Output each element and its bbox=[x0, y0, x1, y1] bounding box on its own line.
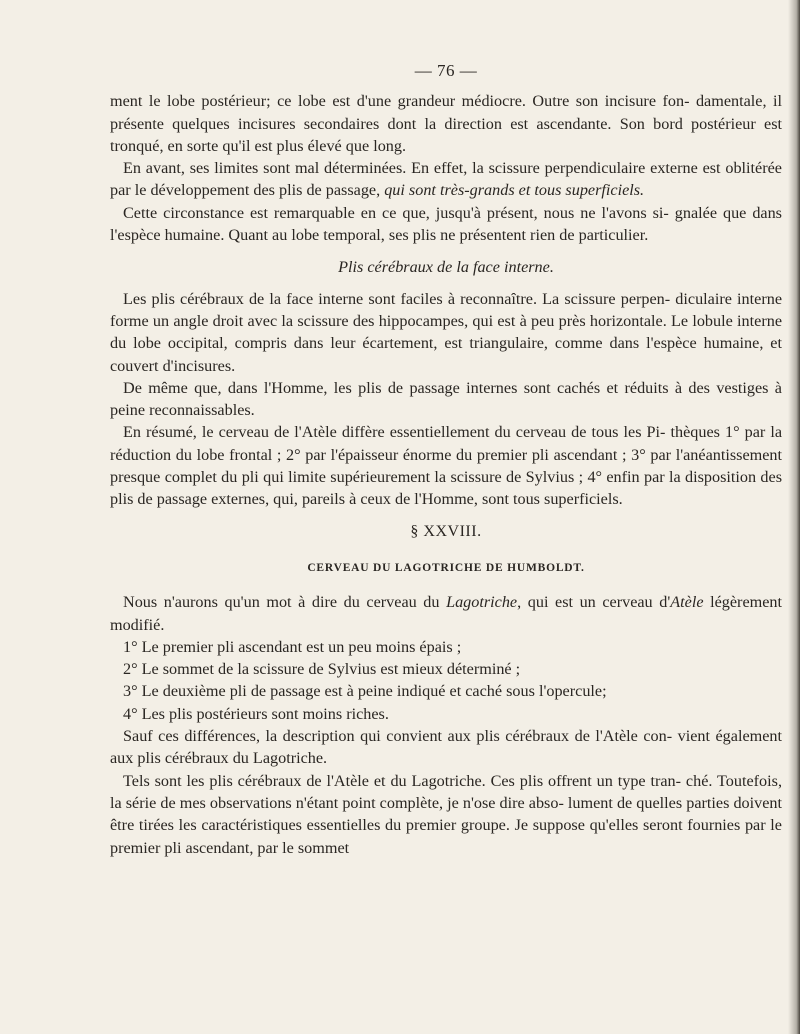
paragraph-2-italic: qui sont très-grands et tous superficiels. bbox=[384, 181, 645, 200]
paragraph-5: De même que, dans l'Homme, les plis de passage internes sont cachés et réduits à des vestiges à peine reconnaissables. bbox=[110, 378, 782, 420]
paragraph-2 bbox=[110, 157, 782, 202]
list-item-4: 4° Les plis postérieurs sont moins riches. bbox=[123, 704, 389, 723]
paragraph-2-text: En avant, ses limites sont mal déterminées. En effet, la scissure perpendiculaire externe est oblitérée par le développement des plis de passage, bbox=[110, 159, 782, 200]
list-item-1: 1° Le premier pli ascendant est un peu moins épais ; bbox=[123, 637, 462, 656]
paragraph-7 bbox=[110, 591, 782, 636]
subsection-heading: Plis cérébraux de la face interne. bbox=[338, 258, 554, 277]
paragraph-1: ment le lobe postérieur; ce lobe est d'une grandeur médiocre. Outre son incisure fon- damentale, il présente quelques incisures secondaires dont la direction est ascendante. Son bord postérieur est tronqué, en sorte qu'il est plus élevé que long. bbox=[110, 92, 782, 155]
p7-atele: Atèle bbox=[670, 593, 704, 612]
list-item-2: 2° Le sommet de la scissure de Sylvius est mieux déterminé ; bbox=[123, 660, 521, 679]
p7-e: légèrement modifié. bbox=[110, 593, 782, 634]
paragraph-8: Sauf ces différences, la description qui convient aux plis cérébraux de l'Atèle con- vient également aux plis cérébraux du Lagotriche. bbox=[110, 727, 782, 768]
section-number: § XXVIII. bbox=[410, 522, 482, 540]
paragraph-6: En résumé, le cerveau de l'Atèle diffère essentiellement du cerveau de tous les Pi- thèques 1° par la réduction du lobe frontal ; 2° par l'épaisseur énorme du premier pli ascendant ; 3° par l'anéantissement presque complet du pli qui limite supérieurement la scissure de Sylvius ; 4° enfin par la disposition des plis de passage externes, qui, pareils à ceux de l'Homme, sont tous superficiels. bbox=[110, 423, 782, 509]
p7-a: Nous n'aurons qu'un mot à dire du cerveau du bbox=[123, 593, 447, 612]
section-title: CERVEAU DU LAGOTRICHE DE HUMBOLDT. bbox=[307, 561, 585, 574]
paragraph-9: Tels sont les plis cérébraux de l'Atèle et du Lagotriche. Ces plis offrent un type tran- ché. Toutefois, la série de mes observations n'étant point complète, je n'ose dire abso- lument de quelles parties doivent être tirées les caractéristiques essentielles du premier groupe. Je suppose qu'elles seront fournies par le premier pli ascendant, par le sommet bbox=[110, 771, 782, 857]
list-item-3: 3° Le deuxième pli de passage est à peine indiqué et caché sous l'opercule; bbox=[123, 682, 607, 701]
paragraph-3: Cette circonstance est remarquable en ce que, jusqu'à présent, nous ne l'avons si- gnalée que dans l'espèce humaine. Quant au lobe temporal, ses plis ne présentent rien de particulier. bbox=[110, 203, 782, 245]
p7-lagotriche: Lagotriche bbox=[446, 593, 518, 612]
paragraph-4: Les plis cérébraux de la face interne sont faciles à reconnaître. La scissure perpen- diculaire interne forme un angle droit avec la scissure des hippocampes, qui est à peu près horizontale. Le lobule interne du lobe occipital, compris dans leur écartement, est triangulaire, comme dans l'espèce humaine, et couvert d'incisures. bbox=[110, 289, 782, 375]
document-page bbox=[110, 60, 782, 859]
page-edge-shadow bbox=[788, 0, 800, 1034]
page-number: — 76 — bbox=[414, 61, 478, 80]
p7-c: , qui est un cerveau d' bbox=[517, 593, 671, 612]
